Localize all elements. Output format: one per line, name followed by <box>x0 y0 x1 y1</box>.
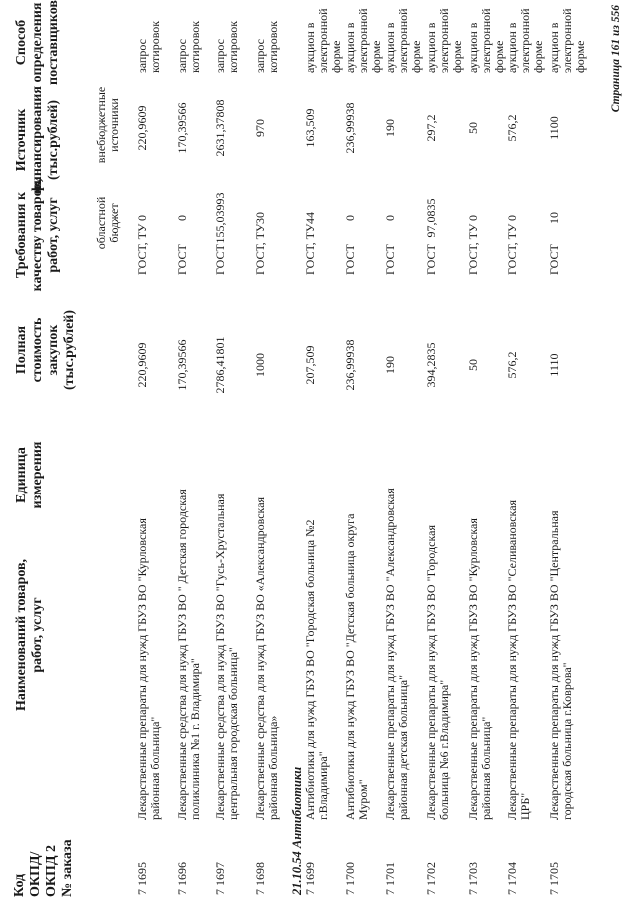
row-quality: ГОСТ, ТУ <box>303 223 317 275</box>
row-code: 7 1700 <box>343 862 357 895</box>
row-cost: 190 <box>383 356 397 374</box>
row-code: 7 1701 <box>383 862 397 895</box>
row-method: аукцион в электронной форме <box>383 8 423 73</box>
row-regional: 30 <box>253 212 267 224</box>
header-regional: областной бюджет <box>94 196 121 250</box>
row-method: запрос котировок <box>135 20 162 73</box>
row-name: Лекарственные средства для нужд ГБУЗ ВО "Гусь-Хрустальная центральная городская больница" <box>213 493 240 820</box>
row-method: аукцион в электронной форме <box>343 8 383 73</box>
row-quality: ГОСТ <box>175 244 189 275</box>
row-extra: 297,2 <box>424 114 438 142</box>
row-regional: 10 <box>547 212 561 224</box>
row-extra: 1100 <box>547 116 561 140</box>
row-method: запрос котировок <box>213 20 240 73</box>
row-code: 7 1702 <box>424 862 438 895</box>
row-extra: 50 <box>466 122 480 134</box>
row-regional: 44 <box>303 212 317 224</box>
row-quality: ГОСТ <box>383 244 397 275</box>
row-code: 7 1695 <box>135 862 149 895</box>
row-extra: 576,2 <box>505 114 519 142</box>
row-name: Лекарственные препараты для нужд ГБУЗ ВО "Городская больница №6 г.Владимира" <box>424 525 451 820</box>
row-extra: 236,99938 <box>343 102 357 154</box>
row-code: 7 1704 <box>505 862 519 895</box>
row-extra: 220,9609 <box>135 105 149 151</box>
row-regional: 0 <box>135 215 149 221</box>
header-unit: Единица измерения <box>14 441 45 509</box>
row-extra: 170,39566 <box>175 102 189 154</box>
row-quality: ГОСТ <box>213 244 227 275</box>
row-regional: 0 <box>175 215 189 221</box>
row-code: 7 1697 <box>213 862 227 895</box>
row-cost: 220,9609 <box>135 342 149 388</box>
row-method: аукцион в электронной форме <box>505 8 545 73</box>
row-cost: 1000 <box>253 353 267 377</box>
row-method: запрос котировок <box>175 20 202 73</box>
row-cost: 50 <box>466 359 480 371</box>
row-quality: ГОСТ <box>547 244 561 275</box>
row-code: 7 1698 <box>253 862 267 895</box>
header-method: Способ определения поставщиков <box>14 0 61 85</box>
row-method: аукцион в электронной форме <box>424 8 464 73</box>
header-code: Код ОКПД/ ОКПД 2 № заказа <box>12 839 75 897</box>
row-method: запрос котировок <box>253 20 280 73</box>
row-code: 7 1703 <box>466 862 480 895</box>
row-name: Лекарственные средства для нужд ГБУЗ ВО «Александровская районная больница» <box>253 496 280 820</box>
section-title: 21.10.54 Антибиотики <box>290 766 304 895</box>
row-method: аукцион в электронной форме <box>547 8 587 73</box>
row-quality: ГОСТ, ТУ <box>466 223 480 275</box>
row-cost: 207,509 <box>303 345 317 385</box>
header-cost: Полная стоимость закупок (тыс.рублей) <box>14 309 77 391</box>
row-name: Антибиотики для нужд ГБУЗ ВО "Детская больница округа Муром" <box>343 513 370 820</box>
row-quality: ГОСТ <box>424 244 438 275</box>
row-cost: 576,2 <box>505 351 519 379</box>
row-name: Лекарственные препараты для нужд ГБУЗ ВО "Центральная городская больница г.Коврова" <box>547 510 574 820</box>
row-regional: 0 <box>343 215 357 221</box>
row-quality: ГОСТ <box>343 244 357 275</box>
row-regional: 0 <box>466 215 480 221</box>
row-method: аукцион в электронной форме <box>303 8 343 73</box>
row-extra: 970 <box>253 119 267 137</box>
row-name: Лекарственные препараты для нужд ГБУЗ ВО "Селивановская ЦРБ" <box>505 499 532 820</box>
row-code: 7 1696 <box>175 862 189 895</box>
row-regional: 97,0835 <box>424 198 438 238</box>
row-name: Лекарственные препараты для нужд ГБУЗ ВО "Александровская районная детская больница" <box>383 488 410 820</box>
row-cost: 236,99938 <box>343 339 357 391</box>
row-regional: 155,03993 <box>213 192 227 244</box>
header-funding: Источник финансирования (тыс.рублей) <box>14 86 61 194</box>
row-name: Лекарственные средства для нужд ГБУЗ ВО " Детская городская поликлиника №1 г. Владимира" <box>175 489 202 820</box>
row-extra: 2631,37808 <box>213 99 227 157</box>
row-quality: ГОСТ, ТУ <box>135 223 149 275</box>
row-regional: 0 <box>505 215 519 221</box>
row-cost: 394,2835 <box>424 342 438 388</box>
header-name: Наименований товаров, работ, услуг <box>14 558 45 712</box>
row-code: 7 1699 <box>303 862 317 895</box>
row-regional: 0 <box>383 215 397 221</box>
page-footer: Страница 161 из 556 <box>610 5 622 113</box>
header-extra: внебюджетные источники <box>94 86 121 164</box>
row-code: 7 1705 <box>547 862 561 895</box>
row-name: Антибиотики для нужд ГБУЗ ВО "Городская больница №2 г.Владимира" <box>303 519 330 820</box>
row-cost: 170,39566 <box>175 339 189 391</box>
row-name: Лекарственные препараты для нужд ГБУЗ ВО "Курловская районная больница" <box>466 518 493 820</box>
row-extra: 163,509 <box>303 108 317 148</box>
row-quality: ГОСТ, ТУ <box>505 223 519 275</box>
row-method: аукцион в электронной форме <box>466 8 506 73</box>
row-extra: 190 <box>383 119 397 137</box>
row-cost: 1110 <box>547 353 561 377</box>
header-quality: Требования к качеству товаров, работ, услуг <box>14 178 61 292</box>
row-cost: 2786,41801 <box>213 336 227 394</box>
row-quality: ГОСТ, ТУ <box>253 223 267 275</box>
row-name: Лекарственные препараты для нужд ГБУЗ ВО "Курловская районная больница" <box>135 518 162 820</box>
